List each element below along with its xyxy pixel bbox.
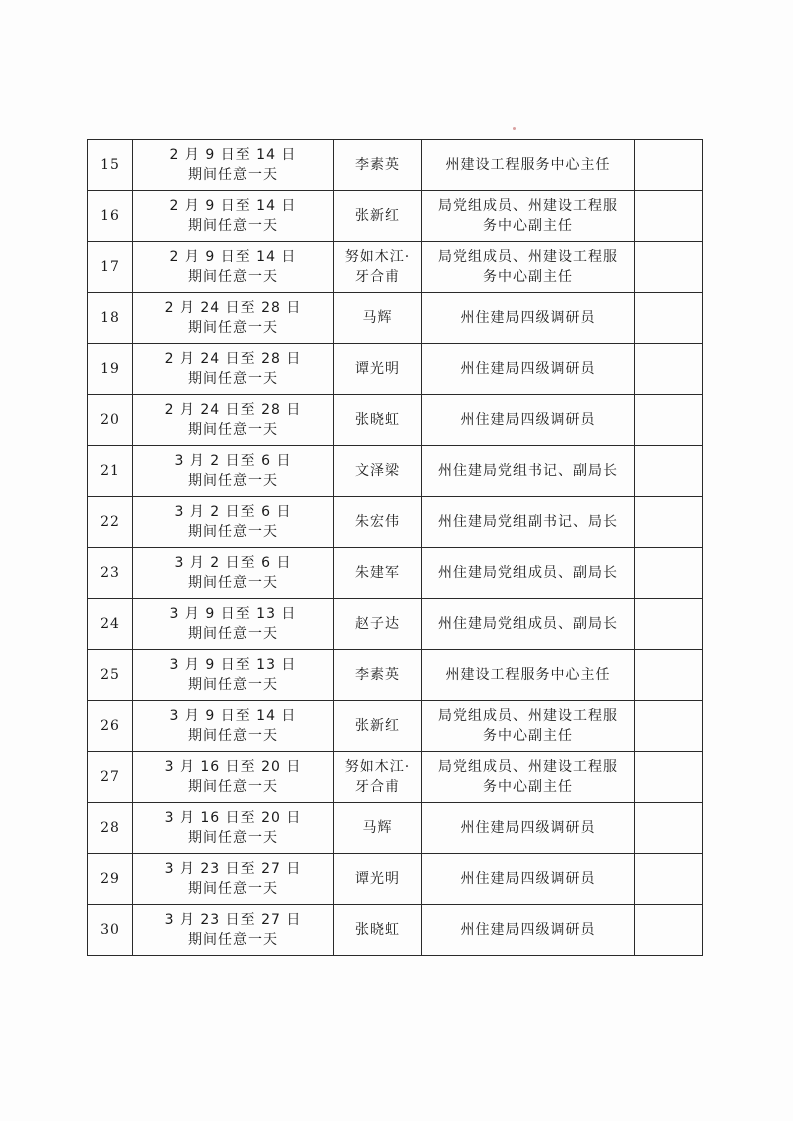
remarks-cell	[635, 191, 703, 242]
table-row	[88, 650, 703, 701]
remarks-cell	[635, 446, 703, 497]
row-number: 27	[88, 752, 133, 803]
row-number: 29	[88, 854, 133, 905]
position-line-1: 州建设工程服务中心主任	[445, 157, 611, 173]
remarks-cell	[635, 344, 703, 395]
date-note: 期间任意一天	[188, 422, 278, 438]
row-number: 17	[88, 242, 133, 293]
table-row	[88, 752, 703, 803]
date-range: 3 月 16 日至 20 日	[164, 810, 302, 826]
date-range: 3 月 2 日至 6 日	[174, 504, 292, 520]
date-range: 3 月 23 日至 27 日	[164, 912, 302, 928]
position-cell	[422, 140, 635, 191]
table-row	[88, 497, 703, 548]
date-cell	[133, 242, 334, 293]
date-range: 3 月 23 日至 27 日	[164, 861, 302, 877]
row-number: 20	[88, 395, 133, 446]
row-number: 19	[88, 344, 133, 395]
date-cell	[133, 497, 334, 548]
date-range: 3 月 16 日至 20 日	[164, 759, 302, 775]
person-name: 谭光明	[334, 344, 422, 395]
date-cell	[133, 344, 334, 395]
position-line-1: 州住建局党组成员、副局长	[438, 565, 618, 581]
position-line-1: 州住建局四级调研员	[460, 361, 596, 377]
position-cell	[422, 599, 635, 650]
date-note: 期间任意一天	[188, 881, 278, 897]
date-range: 2 月 24 日至 28 日	[164, 402, 302, 418]
position-line-1: 州住建局四级调研员	[460, 922, 596, 938]
date-range: 2 月 9 日至 14 日	[169, 198, 297, 214]
person-name: 张新红	[334, 191, 422, 242]
date-range: 3 月 9 日至 14 日	[169, 708, 297, 724]
date-range: 2 月 9 日至 14 日	[169, 249, 297, 265]
date-note: 期间任意一天	[188, 218, 278, 234]
position-cell	[422, 395, 635, 446]
date-range: 3 月 9 日至 13 日	[169, 606, 297, 622]
row-number: 21	[88, 446, 133, 497]
position-cell	[422, 548, 635, 599]
row-number: 15	[88, 140, 133, 191]
date-cell	[133, 803, 334, 854]
position-line-1: 州住建局党组成员、副局长	[438, 616, 618, 632]
date-cell	[133, 548, 334, 599]
position-line-1: 局党组成员、州建设工程服	[438, 759, 618, 775]
person-name: 文泽梁	[334, 446, 422, 497]
row-number: 23	[88, 548, 133, 599]
date-cell	[133, 599, 334, 650]
remarks-cell	[635, 242, 703, 293]
person-name: 李素英	[334, 650, 422, 701]
date-note: 期间任意一天	[188, 626, 278, 642]
position-cell	[422, 242, 635, 293]
table-body	[88, 140, 703, 956]
paper-speck	[513, 127, 516, 130]
position-cell	[422, 344, 635, 395]
position-cell	[422, 293, 635, 344]
date-cell	[133, 191, 334, 242]
date-cell	[133, 650, 334, 701]
person-name: 朱宏伟	[334, 497, 422, 548]
position-cell	[422, 497, 635, 548]
remarks-cell	[635, 548, 703, 599]
table-row	[88, 191, 703, 242]
position-line-1: 州住建局四级调研员	[460, 871, 596, 887]
position-line-1: 局党组成员、州建设工程服	[438, 249, 618, 265]
position-line-1: 州住建局党组副书记、局长	[438, 514, 618, 530]
row-number: 28	[88, 803, 133, 854]
position-line-1: 局党组成员、州建设工程服	[438, 198, 618, 214]
position-cell	[422, 854, 635, 905]
position-line-1: 州住建局党组书记、副局长	[438, 463, 618, 479]
person-name: 张新红	[334, 701, 422, 752]
row-number: 18	[88, 293, 133, 344]
table-row	[88, 344, 703, 395]
date-note: 期间任意一天	[188, 167, 278, 183]
date-note: 期间任意一天	[188, 677, 278, 693]
date-range: 3 月 2 日至 6 日	[174, 555, 292, 571]
row-number: 24	[88, 599, 133, 650]
row-number: 26	[88, 701, 133, 752]
position-cell	[422, 803, 635, 854]
remarks-cell	[635, 701, 703, 752]
person-name: 赵子达	[334, 599, 422, 650]
date-note: 期间任意一天	[188, 524, 278, 540]
position-line-1: 州住建局四级调研员	[460, 310, 596, 326]
remarks-cell	[635, 803, 703, 854]
position-cell	[422, 905, 635, 956]
table-row	[88, 905, 703, 956]
date-note: 期间任意一天	[188, 575, 278, 591]
table-row	[88, 548, 703, 599]
table-row	[88, 701, 703, 752]
position-line-1: 州住建局四级调研员	[460, 412, 596, 428]
date-range: 2 月 24 日至 28 日	[164, 300, 302, 316]
date-cell	[133, 752, 334, 803]
person-name: 张晓虹	[334, 395, 422, 446]
position-cell	[422, 650, 635, 701]
date-cell	[133, 293, 334, 344]
table-row	[88, 293, 703, 344]
position-cell	[422, 701, 635, 752]
table-row	[88, 446, 703, 497]
date-range: 3 月 2 日至 6 日	[174, 453, 292, 469]
person-name: 朱建军	[334, 548, 422, 599]
row-number: 16	[88, 191, 133, 242]
date-note: 期间任意一天	[188, 728, 278, 744]
date-note: 期间任意一天	[188, 269, 278, 285]
remarks-cell	[635, 905, 703, 956]
position-line-1: 州建设工程服务中心主任	[445, 667, 611, 683]
date-cell	[133, 701, 334, 752]
row-number: 22	[88, 497, 133, 548]
remarks-cell	[635, 497, 703, 548]
date-note: 期间任意一天	[188, 320, 278, 336]
date-range: 2 月 24 日至 28 日	[164, 351, 302, 367]
date-cell	[133, 446, 334, 497]
table-row	[88, 140, 703, 191]
date-range: 3 月 9 日至 13 日	[169, 657, 297, 673]
person-name: 李素英	[334, 140, 422, 191]
position-cell	[422, 446, 635, 497]
remarks-cell	[635, 854, 703, 905]
date-cell	[133, 395, 334, 446]
remarks-cell	[635, 599, 703, 650]
person-name: 马辉	[334, 293, 422, 344]
table-row	[88, 599, 703, 650]
position-line-2: 务中心副主任	[483, 269, 573, 285]
remarks-cell	[635, 395, 703, 446]
date-note: 期间任意一天	[188, 371, 278, 387]
table-row	[88, 803, 703, 854]
position-cell	[422, 752, 635, 803]
table-row	[88, 854, 703, 905]
remarks-cell	[635, 293, 703, 344]
table-row	[88, 395, 703, 446]
position-line-2: 务中心副主任	[483, 779, 573, 795]
position-line-2: 务中心副主任	[483, 728, 573, 744]
date-note: 期间任意一天	[188, 830, 278, 846]
date-cell	[133, 854, 334, 905]
date-cell	[133, 140, 334, 191]
date-range: 2 月 9 日至 14 日	[169, 147, 297, 163]
date-note: 期间任意一天	[188, 473, 278, 489]
duty-schedule-table	[87, 139, 703, 956]
person-name: 努如木江·牙合甫	[334, 752, 422, 803]
date-note: 期间任意一天	[188, 779, 278, 795]
table-row	[88, 242, 703, 293]
row-number: 25	[88, 650, 133, 701]
date-note: 期间任意一天	[188, 932, 278, 948]
person-name: 马辉	[334, 803, 422, 854]
position-cell	[422, 191, 635, 242]
remarks-cell	[635, 650, 703, 701]
remarks-cell	[635, 140, 703, 191]
person-name: 努如木江·牙合甫	[334, 242, 422, 293]
position-line-1: 州住建局四级调研员	[460, 820, 596, 836]
date-cell	[133, 905, 334, 956]
position-line-2: 务中心副主任	[483, 218, 573, 234]
person-name: 张晓虹	[334, 905, 422, 956]
person-name: 谭光明	[334, 854, 422, 905]
remarks-cell	[635, 752, 703, 803]
position-line-1: 局党组成员、州建设工程服	[438, 708, 618, 724]
row-number: 30	[88, 905, 133, 956]
